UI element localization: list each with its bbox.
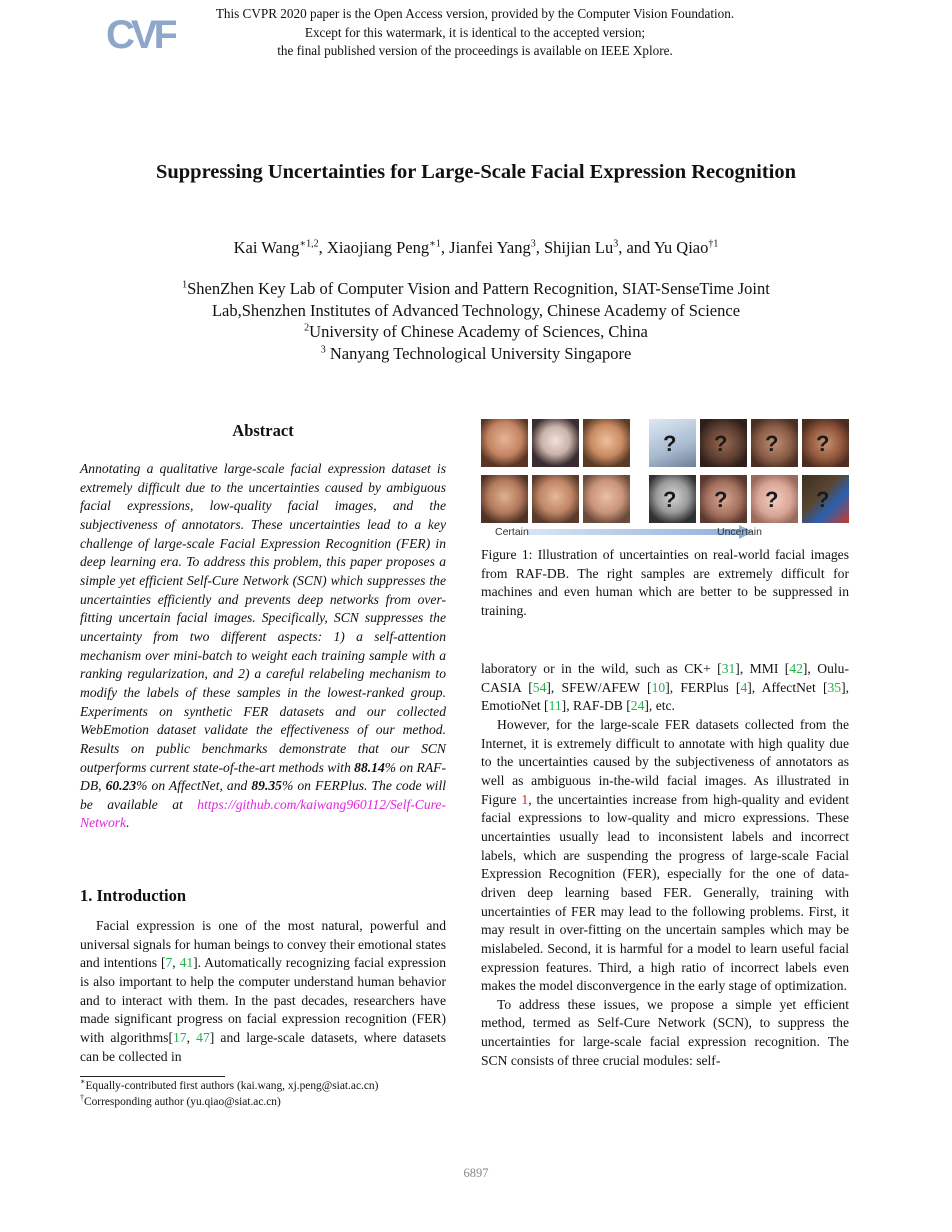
abstract-span: % on FERPlus. The code will be available at xyxy=(80,778,446,812)
abstract-text xyxy=(80,460,446,833)
face-image xyxy=(751,419,798,467)
result-ferplus: 89.35 xyxy=(251,778,282,794)
abstract-span: . xyxy=(126,815,130,831)
watermark-line: Except for this watermark, it is identical to the accepted version; xyxy=(304,24,646,40)
open-access-watermark xyxy=(150,5,800,61)
text-span: ], AffectNet [ xyxy=(747,679,828,695)
text-span: laboratory or in the wild, such as CK+ [ xyxy=(481,661,722,676)
footnote-rule xyxy=(80,1076,225,1077)
label-certain: Certain xyxy=(495,526,529,538)
affiliation-3 xyxy=(60,343,892,365)
citation-link[interactable]: 47 xyxy=(196,1029,210,1045)
result-affectnet: 60.23 xyxy=(105,778,137,794)
abstract-span: Annotating a qualitative large-scale facial expression dataset is extremely difficult due to the uncertainties caused by ambiguous facial expressions, low-quality facial images, and the subjectiveness of annotators. These uncertainties lead to a key challenge of large-scale Facial Expression Recognition (FER) in deep learning era. To address this problem, this paper proposes a simple yet efficient Self-Cure Network (SCN) which suppresses the uncertainties efficiently and prevents deep networks from over-fitting uncertain facial images. Specifically, SCN suppresses the uncertainty from two different aspects: 1) a self-attention mechanism over mini-batch to weight each training sample with a ranking regularization, and 2) a careful relabeling mechanism to modify the labels of these samples in the lowest-ranked group. Experiments on synthetic FER datasets and our collected WebEmotion dataset validate the effectiveness of our method. Results on public benchmarks demonstrate that our SCN outperforms current state-of-the-art methods with xyxy=(80,461,446,775)
face-image xyxy=(802,475,849,523)
affiliation-text: University of Chinese Academy of Sciences, China xyxy=(309,322,648,341)
paragraph xyxy=(481,660,849,716)
introduction-paragraph: Facial expression is one of the most natural, powerful and universal signals for human beings to convey their emotional states and intentions [7, 41]. Automatically recognizing facial expression is also important to help the computer understand human behavior and to interact with them. In the past decades, researchers have made significant progress on facial expression recognition (FER) with algorithms[17, 47] and large-scale datasets, where datasets can be collected in xyxy=(80,918,447,1064)
author-name: Kai Wang xyxy=(233,238,300,257)
uncertainty-arrow xyxy=(527,529,741,535)
author-mark: ∗1 xyxy=(429,238,441,250)
footnote-mark: ∗ xyxy=(80,1077,86,1087)
author-name: Shijian Lu xyxy=(544,238,614,257)
face-image xyxy=(481,419,528,467)
footnote xyxy=(80,1079,460,1095)
face-image xyxy=(532,419,579,467)
paragraph xyxy=(481,716,849,996)
intro-span: ] and large-scale datasets, where datasets can be collected in xyxy=(80,1029,446,1064)
abstract-span: % on AffectNet, and xyxy=(136,778,252,794)
author-mark: ∗1,2 xyxy=(299,238,319,250)
face-image xyxy=(649,475,696,523)
text-span: ], MMI [ xyxy=(735,661,790,676)
citation-link[interactable]: 24 xyxy=(630,698,645,714)
author-separator: , xyxy=(535,238,544,257)
affiliation-text: ShenZhen Key Lab of Computer Vision and Pattern Recognition, SIAT-SenseTime Joint xyxy=(187,279,770,298)
face-image xyxy=(583,475,630,523)
citation-link[interactable]: 4 xyxy=(740,679,748,695)
label-uncertain: Uncertain xyxy=(717,526,762,538)
question-mark-icon: ? xyxy=(816,431,830,456)
text-span: ], SFEW/AFEW [ xyxy=(546,679,652,695)
text-span: ], FERPlus [ xyxy=(665,679,741,695)
face-image xyxy=(751,475,798,523)
face-image xyxy=(583,419,630,467)
section-heading-introduction: 1. Introduction xyxy=(80,886,187,905)
watermark-line: the final published version of the proceedings is available on IEEE Xplore. xyxy=(277,43,673,58)
affiliations xyxy=(60,278,892,364)
footnote-text: Corresponding author (yu.qiao@siat.ac.cn) xyxy=(84,1095,281,1108)
citation-link[interactable]: 42 xyxy=(789,661,803,676)
affiliation-mark: 2 xyxy=(304,322,310,334)
footnote-mark: † xyxy=(80,1092,84,1102)
face-image xyxy=(700,475,747,523)
author-list xyxy=(0,238,952,258)
face-image xyxy=(649,419,696,467)
figure-reference-link[interactable]: 1 xyxy=(521,791,529,807)
citation-link[interactable]: 17 xyxy=(173,1029,187,1045)
author-mark: †1 xyxy=(708,238,719,250)
affiliation-mark: 1 xyxy=(182,279,188,291)
cvf-logo-text: CVF xyxy=(106,13,174,54)
citation-link[interactable]: 7 xyxy=(165,955,173,971)
affiliation-1-cont: Lab,Shenzhen Institutes of Advanced Technology, Chinese Academy of Science xyxy=(211,300,741,320)
affiliation-1 xyxy=(60,278,892,300)
intro-span: Facial expression is one of the most natural, powerful and universal signals for human beings to convey their emotional states and intentions [ xyxy=(80,918,446,971)
face-image xyxy=(481,475,528,523)
footnotes xyxy=(80,1079,460,1110)
result-rafdb: 88.14 xyxy=(354,759,385,775)
footnote-text: Equally-contributed first authors (kai.wang, xj.peng@siat.ac.cn) xyxy=(85,1080,379,1092)
abstract-heading: Abstract xyxy=(232,421,294,440)
author-name: Xiaojiang Peng xyxy=(326,238,430,257)
citation-link[interactable]: 10 xyxy=(651,679,666,695)
author-mark: 3 xyxy=(530,238,536,250)
citation-link[interactable]: 54 xyxy=(532,679,547,695)
face-image xyxy=(532,475,579,523)
intro-span: ]. Automatically recognizing facial expression is also important to help the computer understand human behavior and to interact with them. In the past decades, researchers have made significant progress on facial expression recognition (FER) with algorithms[ xyxy=(80,955,447,1045)
author-name: Jianfei Yang xyxy=(449,238,531,257)
text-span: ], EmotioNet [ xyxy=(481,679,850,714)
author-separator: , xyxy=(440,238,450,257)
citation-link[interactable]: 41 xyxy=(179,955,194,971)
text-span: ], etc. xyxy=(644,698,675,714)
text-span: ], Oulu-CASIA [ xyxy=(481,661,849,695)
question-mark-icon: ? xyxy=(816,487,830,512)
citation-link[interactable]: 31 xyxy=(721,661,736,676)
footnote xyxy=(80,1092,460,1111)
question-mark-icon: ? xyxy=(765,487,779,512)
face-image xyxy=(700,419,747,467)
text-span: ], RAF-DB [ xyxy=(561,698,631,714)
right-column-text xyxy=(481,660,849,1070)
page-number: 6897 xyxy=(463,1166,489,1180)
affiliation-mark: 3 xyxy=(320,344,326,355)
paragraph: To address these issues, we propose a simple yet efficient method, termed as Self-Cure Network (SCN), to suppress the uncertainties for large-scale facial expression recognition. The SCN consists of three crucial modules: self- xyxy=(481,996,849,1068)
code-link[interactable]: https://github.com/kaiwang960112/Self-Cure-Network xyxy=(80,796,446,831)
affiliation-2 xyxy=(60,321,892,343)
question-mark-icon: ? xyxy=(663,487,677,512)
figure-1-caption: Figure 1: Illustration of uncertainties on real-world facial images from RAF-DB. The right samples are extremely difficult for machines and even human which are better to be suppressed in training. xyxy=(481,547,849,618)
paper-title: Suppressing Uncertainties for Large-Scale Facial Expression Recognition xyxy=(155,161,797,183)
text-span: However, for the large-scale FER datasets collected from the Internet, it is extremely difficult to annotate with high quality due to the uncertainties caused by the subjectiveness of annotators as well as ambiguous in-the-wild facial images. As illustrated in Figure xyxy=(481,716,849,807)
question-mark-icon: ? xyxy=(765,431,779,456)
text-span: , the uncertainties increase from high-quality and evident facial expressions to low-quality and micro expressions. These uncertainties usually lead to inconsistent labels and incorrect labels, which are suspending the progress of large-scale Facial Expression Recognition (FER), especially for the one of data-driven deep learning based FER. Generally, training with uncertainties of FER may lead to the following problems. First, it may result in over-fitting on the uncertain samples which may be mislabeled. Second, it is harmful for a model to learn useful facial expression features. Third, a high ratio of incorrect labels even makes the model disconvergence in the early stage of optimization. xyxy=(481,791,850,994)
abstract-span: % on RAF-DB, xyxy=(80,759,446,794)
citation-link[interactable]: 35 xyxy=(827,679,842,695)
question-mark-icon: ? xyxy=(714,487,728,512)
author-mark: 3 xyxy=(613,238,619,250)
affiliation-text: Nanyang Technological University Singapore xyxy=(325,343,632,363)
citation-link[interactable]: 11 xyxy=(548,698,562,714)
question-mark-icon: ? xyxy=(714,431,728,456)
author-name: Yu Qiao xyxy=(653,238,709,257)
author-separator: , and xyxy=(618,238,654,257)
face-image xyxy=(802,419,849,467)
author-separator: , xyxy=(318,238,327,257)
question-mark-icon: ? xyxy=(663,431,677,456)
watermark-line: This CVPR 2020 paper is the Open Access version, provided by the Computer Vision Foundation. xyxy=(215,6,735,21)
figure-1-face-grid xyxy=(481,419,850,541)
